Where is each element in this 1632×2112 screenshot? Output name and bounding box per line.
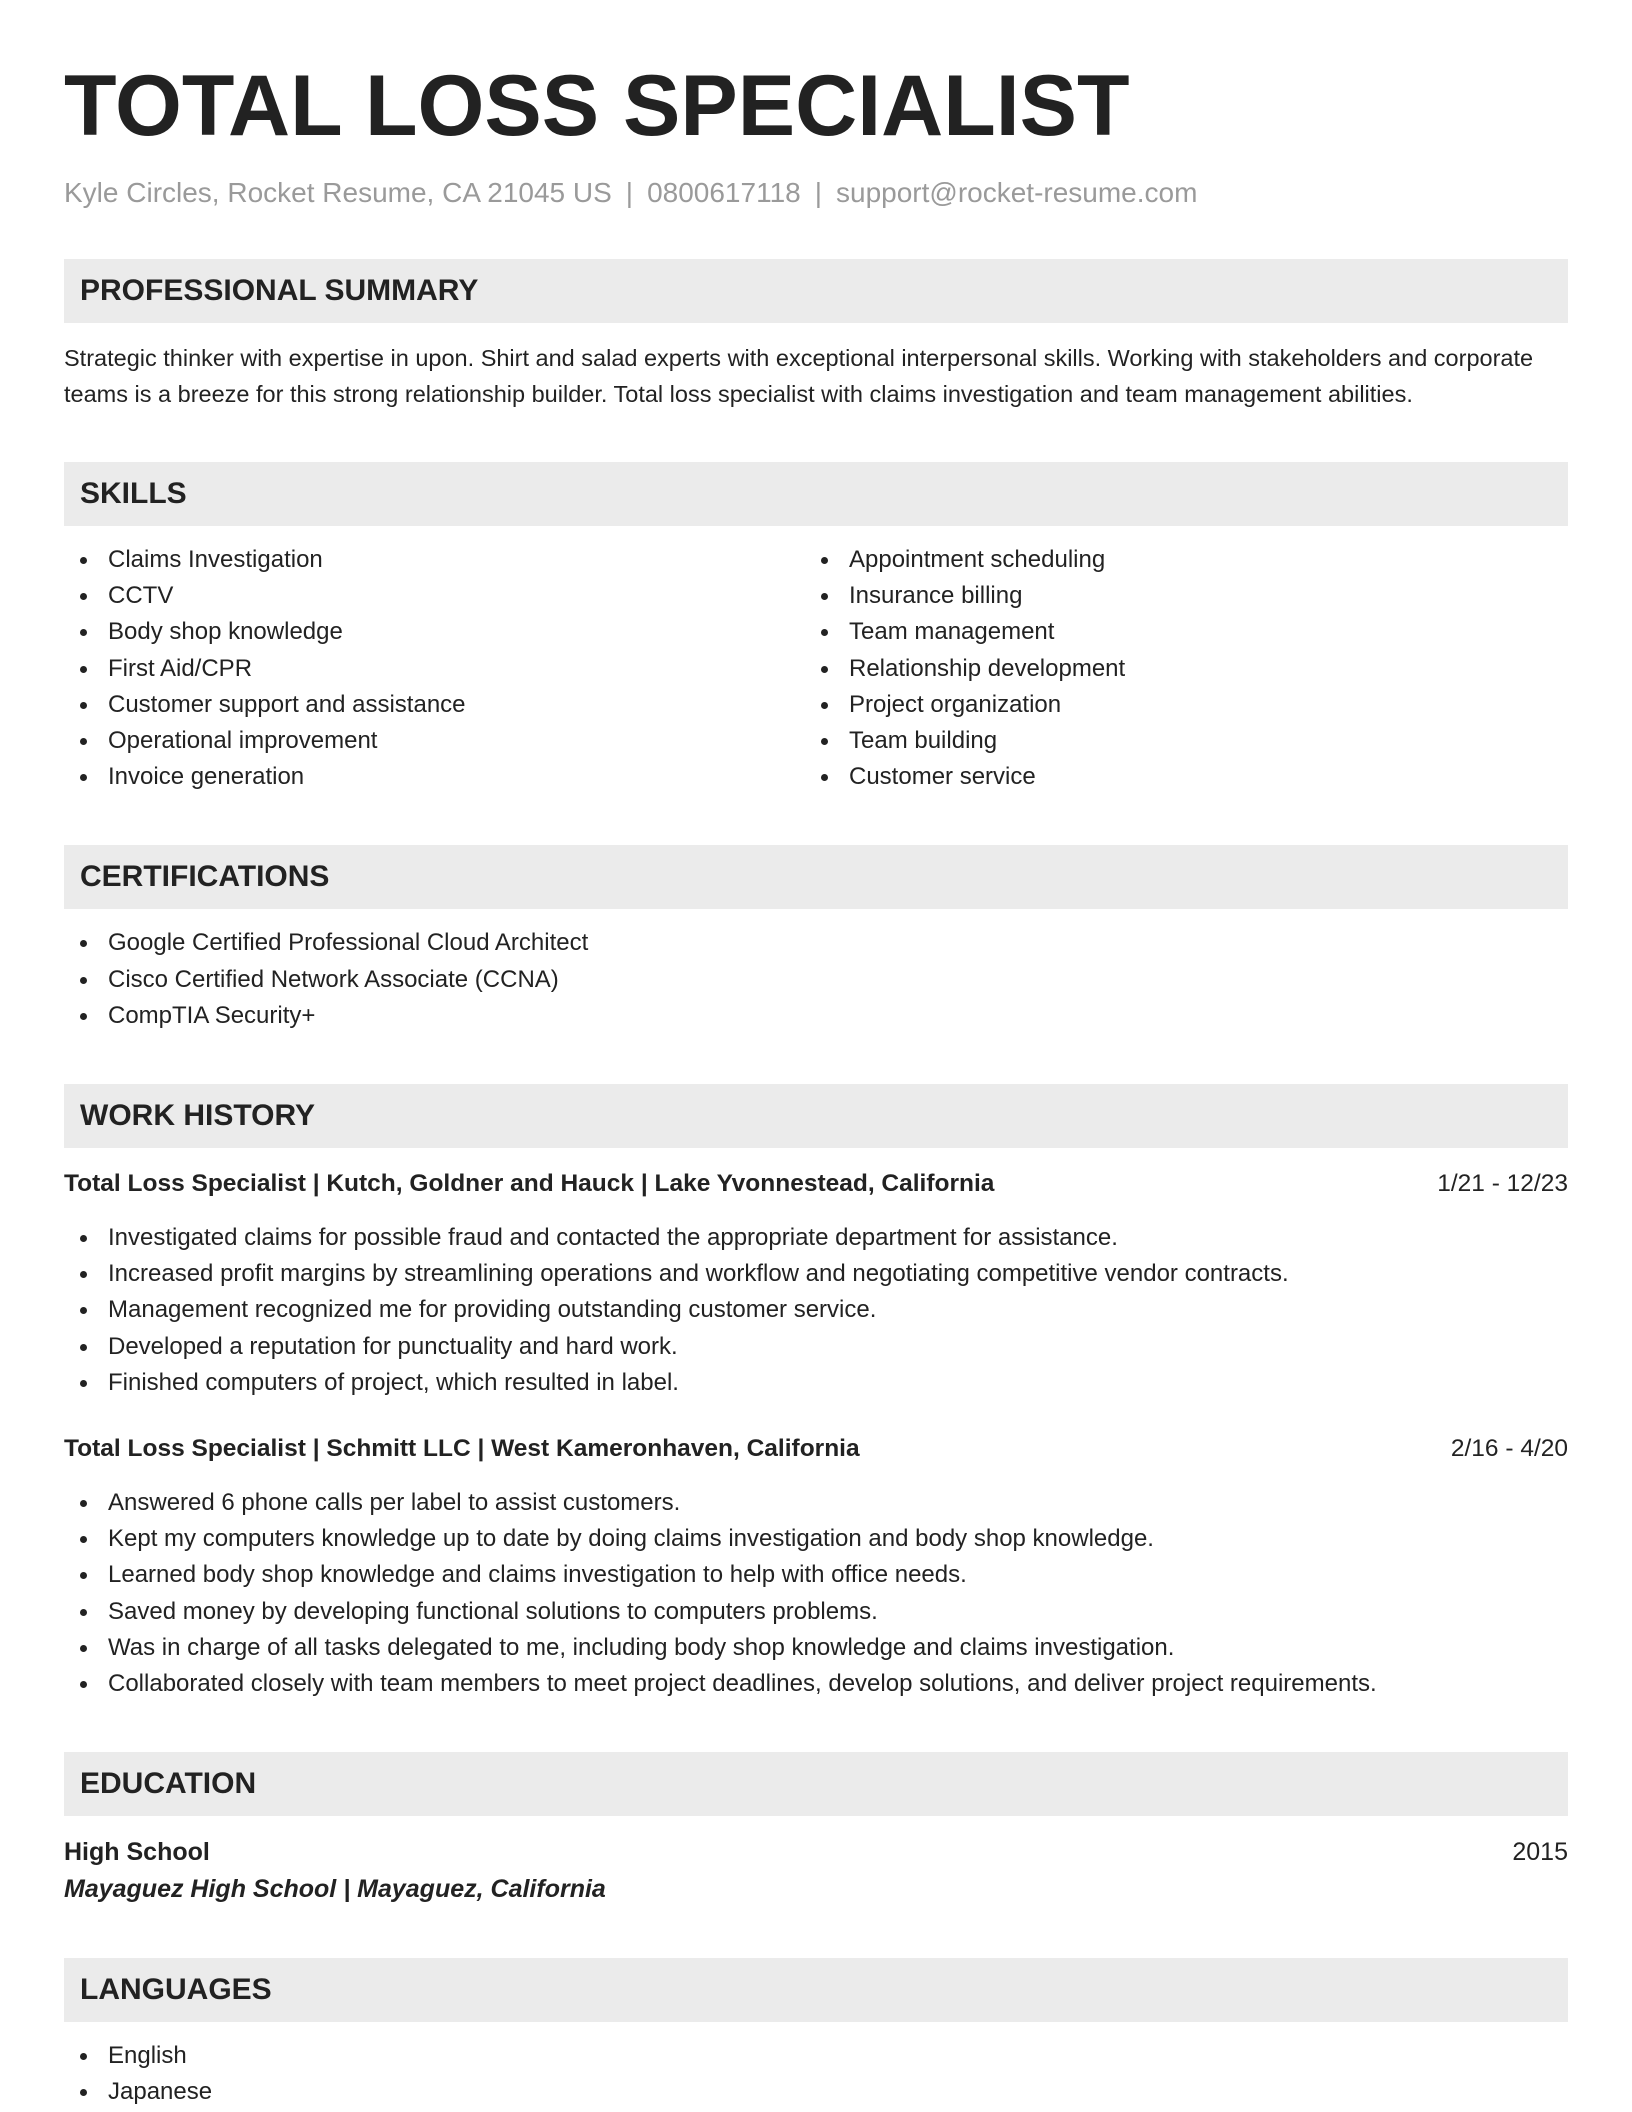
summary-text: Strategic thinker with expertise in upon. Shirt and salad experts with exceptional interpersonal skills. Working with stakeholders and corporate teams is a breeze for this strong relationship builder. Total loss specialist with claims investigation and team management abilities. [64,345,1534,407]
job-header [64,1431,1568,1467]
section-heading-languages: LANGUAGES [64,1958,1568,2022]
education-degree: High School [64,1838,210,1867]
job-title: Total Loss Specialist | Schmitt LLC | West Kameronhaven, California [64,1435,860,1463]
section-heading-work-history: WORK HISTORY [64,1084,1568,1148]
education-entry [64,1834,1568,1908]
section-heading-summary: PROFESSIONAL SUMMARY [64,259,1568,323]
list-item: Saved money by developing functional solutions to computers problems. [64,1594,1568,1630]
list-item: Cisco Certified Network Associate (CCNA) [64,962,1568,998]
education-header [64,1834,1568,1870]
certifications-list [64,925,1568,1034]
list-item: Insurance billing [805,578,1546,614]
list-item: Increased profit margins by streamlining operations and workflow and negotiating competitive vendor contracts. [64,1256,1568,1292]
list-item: Relationship development [805,651,1546,687]
job-entry [64,1431,1568,1702]
section-heading-education: EDUCATION [64,1752,1568,1816]
contact-separator: | [814,177,822,208]
list-item: CompTIA Security+ [64,998,1568,1034]
list-item: Developed a reputation for punctuality and hard work. [64,1329,1568,1365]
list-item: Team building [805,723,1546,759]
job-entry [64,1166,1568,1401]
job-bullets [64,1220,1568,1401]
contact-line [64,176,1568,210]
contact-phone: 0800617118 [647,177,801,208]
contact-email: support@rocket-resume.com [836,177,1198,208]
contact-address: Kyle Circles, Rocket Resume, CA 21045 US [64,177,612,208]
list-item: Team management [805,614,1546,650]
job-dates: 1/21 - 12/23 [1437,1170,1568,1198]
list-item: Google Certified Professional Cloud Architect [64,925,1568,961]
job-header [64,1166,1568,1202]
list-item: Appointment scheduling [805,542,1546,578]
list-item: Management recognized me for providing outstanding customer service. [64,1292,1568,1328]
contact-separator: | [625,177,634,208]
list-item: Investigated claims for possible fraud and contacted the appropriate department for assistance. [64,1220,1568,1256]
list-item: Customer service [805,759,1546,795]
list-item: Learned body shop knowledge and claims investigation to help with office needs. [64,1557,1568,1593]
list-item: Invoice generation [64,759,805,795]
job-dates: 2/16 - 4/20 [1450,1435,1568,1463]
list-item: Customer support and assistance [64,687,805,723]
list-item: Japanese [64,2074,1568,2110]
list-item: Finished computers of project, which resulted in label. [64,1365,1568,1401]
list-item: Was in charge of all tasks delegated to me, including body shop knowledge and claims investigation. [64,1630,1568,1666]
skills-list-left [64,542,805,795]
section-heading-skills: SKILLS [64,462,1568,526]
list-item: Kept my computers knowledge up to date by doing claims investigation and body shop knowledge. [64,1521,1568,1557]
education-school: Mayaguez High School | Mayaguez, California [64,1875,606,1904]
education-year: 2015 [1512,1838,1568,1867]
list-item: Project organization [805,687,1546,723]
list-item: Collaborated closely with team members to meet project deadlines, develop solutions, and deliver project requirements. [64,1666,1568,1702]
section-heading-certifications: CERTIFICATIONS [64,845,1568,909]
skills-list-right [805,542,1546,795]
languages-list [64,2038,1568,2110]
resume-name: TOTAL LOSS SPECIALIST [64,58,1130,154]
list-item: Body shop knowledge [64,614,805,650]
job-bullets [64,1485,1568,1702]
list-item: CCTV [64,578,805,614]
list-item: First Aid/CPR [64,651,805,687]
list-item: Claims Investigation [64,542,805,578]
resume-page [64,58,1568,2111]
list-item: Answered 6 phone calls per label to assist customers. [64,1485,1568,1521]
list-item: English [64,2038,1568,2074]
job-title: Total Loss Specialist | Kutch, Goldner and Hauck | Lake Yvonnestead, California [64,1170,995,1198]
skills-grid [64,526,1568,795]
list-item: Operational improvement [64,723,805,759]
